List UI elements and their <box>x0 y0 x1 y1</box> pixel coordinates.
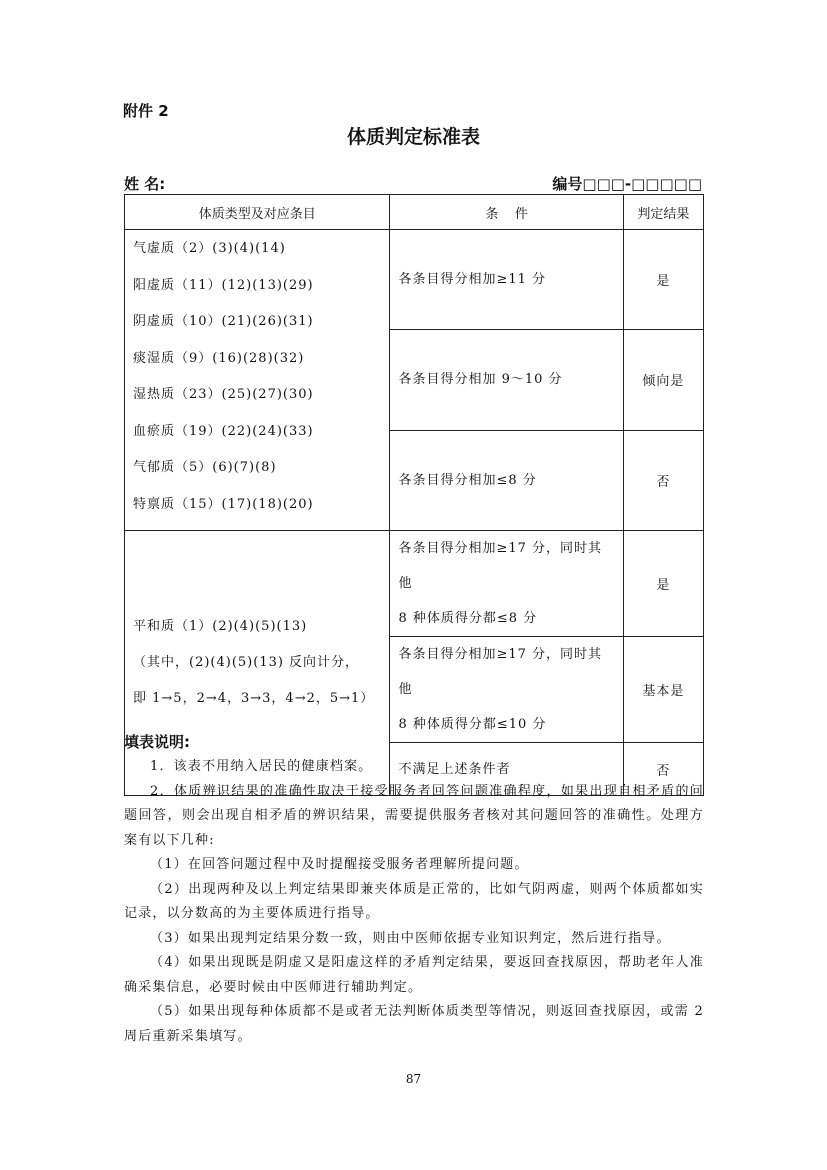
type-item: 痰湿质（9）(16)(28)(32) <box>133 350 305 366</box>
note-paragraph: （5）如果出现每种体质都不是或者无法判断体质类型等情况，则返回查找原因，或需 2 周后重新采集填写。 <box>124 1004 704 1044</box>
header-result: 判定结果 <box>623 195 703 230</box>
pinghe-line: （其中，(2)(4)(5)(13) 反向计分， <box>133 655 360 670</box>
condition-line: 8 种体质得分都≤8 分 <box>398 611 538 626</box>
note-paragraph: （1）在回答问题过程中及时提醒接受服务者理解所提问题。 <box>150 857 529 872</box>
partial-types-cell <box>125 230 390 531</box>
note-paragraph: （3）如果出现判定结果分数一致，则由中医师依据专业知识判定，然后进行指导。 <box>150 930 671 946</box>
page-number: 87 <box>405 1072 422 1086</box>
result-cell: 倾向是 <box>623 330 703 430</box>
pinghe-line: 平和质（1）(2)(4)(5)(13) <box>133 619 308 634</box>
header-type: 体质类型及对应条目 <box>125 195 390 230</box>
name-label: 姓 名: <box>124 175 166 193</box>
type-item: 阴虚质（10）(21)(26)(31) <box>133 314 314 329</box>
pinghe-line: 即 1→5，2→4，3→3，4→2，5→1） <box>133 691 375 706</box>
condition-cell: 各条目得分相加≥11 分 <box>390 230 623 330</box>
type-item: 血瘀质（19）(22)(24)(33) <box>133 423 314 439</box>
condition-line: 各条目得分相加≥17 分，同时其他 <box>398 647 603 697</box>
header-condition: 条 件 <box>390 195 623 230</box>
note-paragraph: 2．体质辨识结果的准确性取决于接受服务者回答问题准确程度，如果出现自相矛盾的问题回答，则会出现自相矛盾的辨识结果，需要提供服务者核对其问题回答的准确性。处理方案有以下几种: <box>124 783 704 848</box>
condition-cell: 各条目得分相加≤8 分 <box>390 430 623 530</box>
table-header-row <box>125 195 704 230</box>
condition-cell: 各条目得分相加 9～10 分 <box>390 330 623 430</box>
type-item: 湿热质（23）(25)(27)(30) <box>133 387 314 402</box>
attachment-label: 附件 2 <box>123 102 169 120</box>
condition-cell <box>390 531 623 637</box>
result-cell: 是 <box>623 531 703 637</box>
notes-section <box>124 755 704 1049</box>
result-cell: 否 <box>623 743 703 796</box>
table-row <box>125 531 704 637</box>
name-serial-bar <box>124 173 704 193</box>
condition-line: 不满足上述条件者 <box>398 761 511 777</box>
type-item: 特禀质（15）(17)(18)(20) <box>133 496 314 512</box>
condition-line: 各条目得分相加≥17 分，同时其他 <box>398 541 603 591</box>
note-paragraph: （2）出现两种及以上判定结果即兼夹体质是正常的，比如气阴两虚，则两个体质都如实记录，以分数高的为主要体质进行指导。 <box>124 881 704 921</box>
type-item: 气虚质（2）(3)(4)(14) <box>133 241 286 256</box>
note-paragraph: 1．该表不用纳入居民的健康档案。 <box>150 759 373 774</box>
table-row <box>125 230 704 330</box>
condition-cell <box>390 637 623 743</box>
notes-heading: 填表说明: <box>124 733 190 751</box>
page-title: 体质判定标准表 <box>346 126 480 148</box>
serial-number-label: 编号□□□-□□□□□ <box>552 175 702 193</box>
note-paragraph: （4）如果出现既是阴虚又是阳虚这样的矛盾判定结果，要返回查找原因，帮助老年人准确采集信息，必要时候由中医师进行辅助判定。 <box>124 955 704 995</box>
result-cell: 是 <box>623 230 703 330</box>
condition-line: 8 种体质得分都≤10 分 <box>398 717 547 732</box>
result-cell: 基本是 <box>623 637 703 743</box>
result-cell: 否 <box>623 430 703 530</box>
type-item: 气郁质（5）(6)(7)(8) <box>133 460 277 475</box>
type-item: 阳虚质（11）(12)(13)(29) <box>133 277 314 293</box>
constitution-standard-table <box>124 194 704 796</box>
